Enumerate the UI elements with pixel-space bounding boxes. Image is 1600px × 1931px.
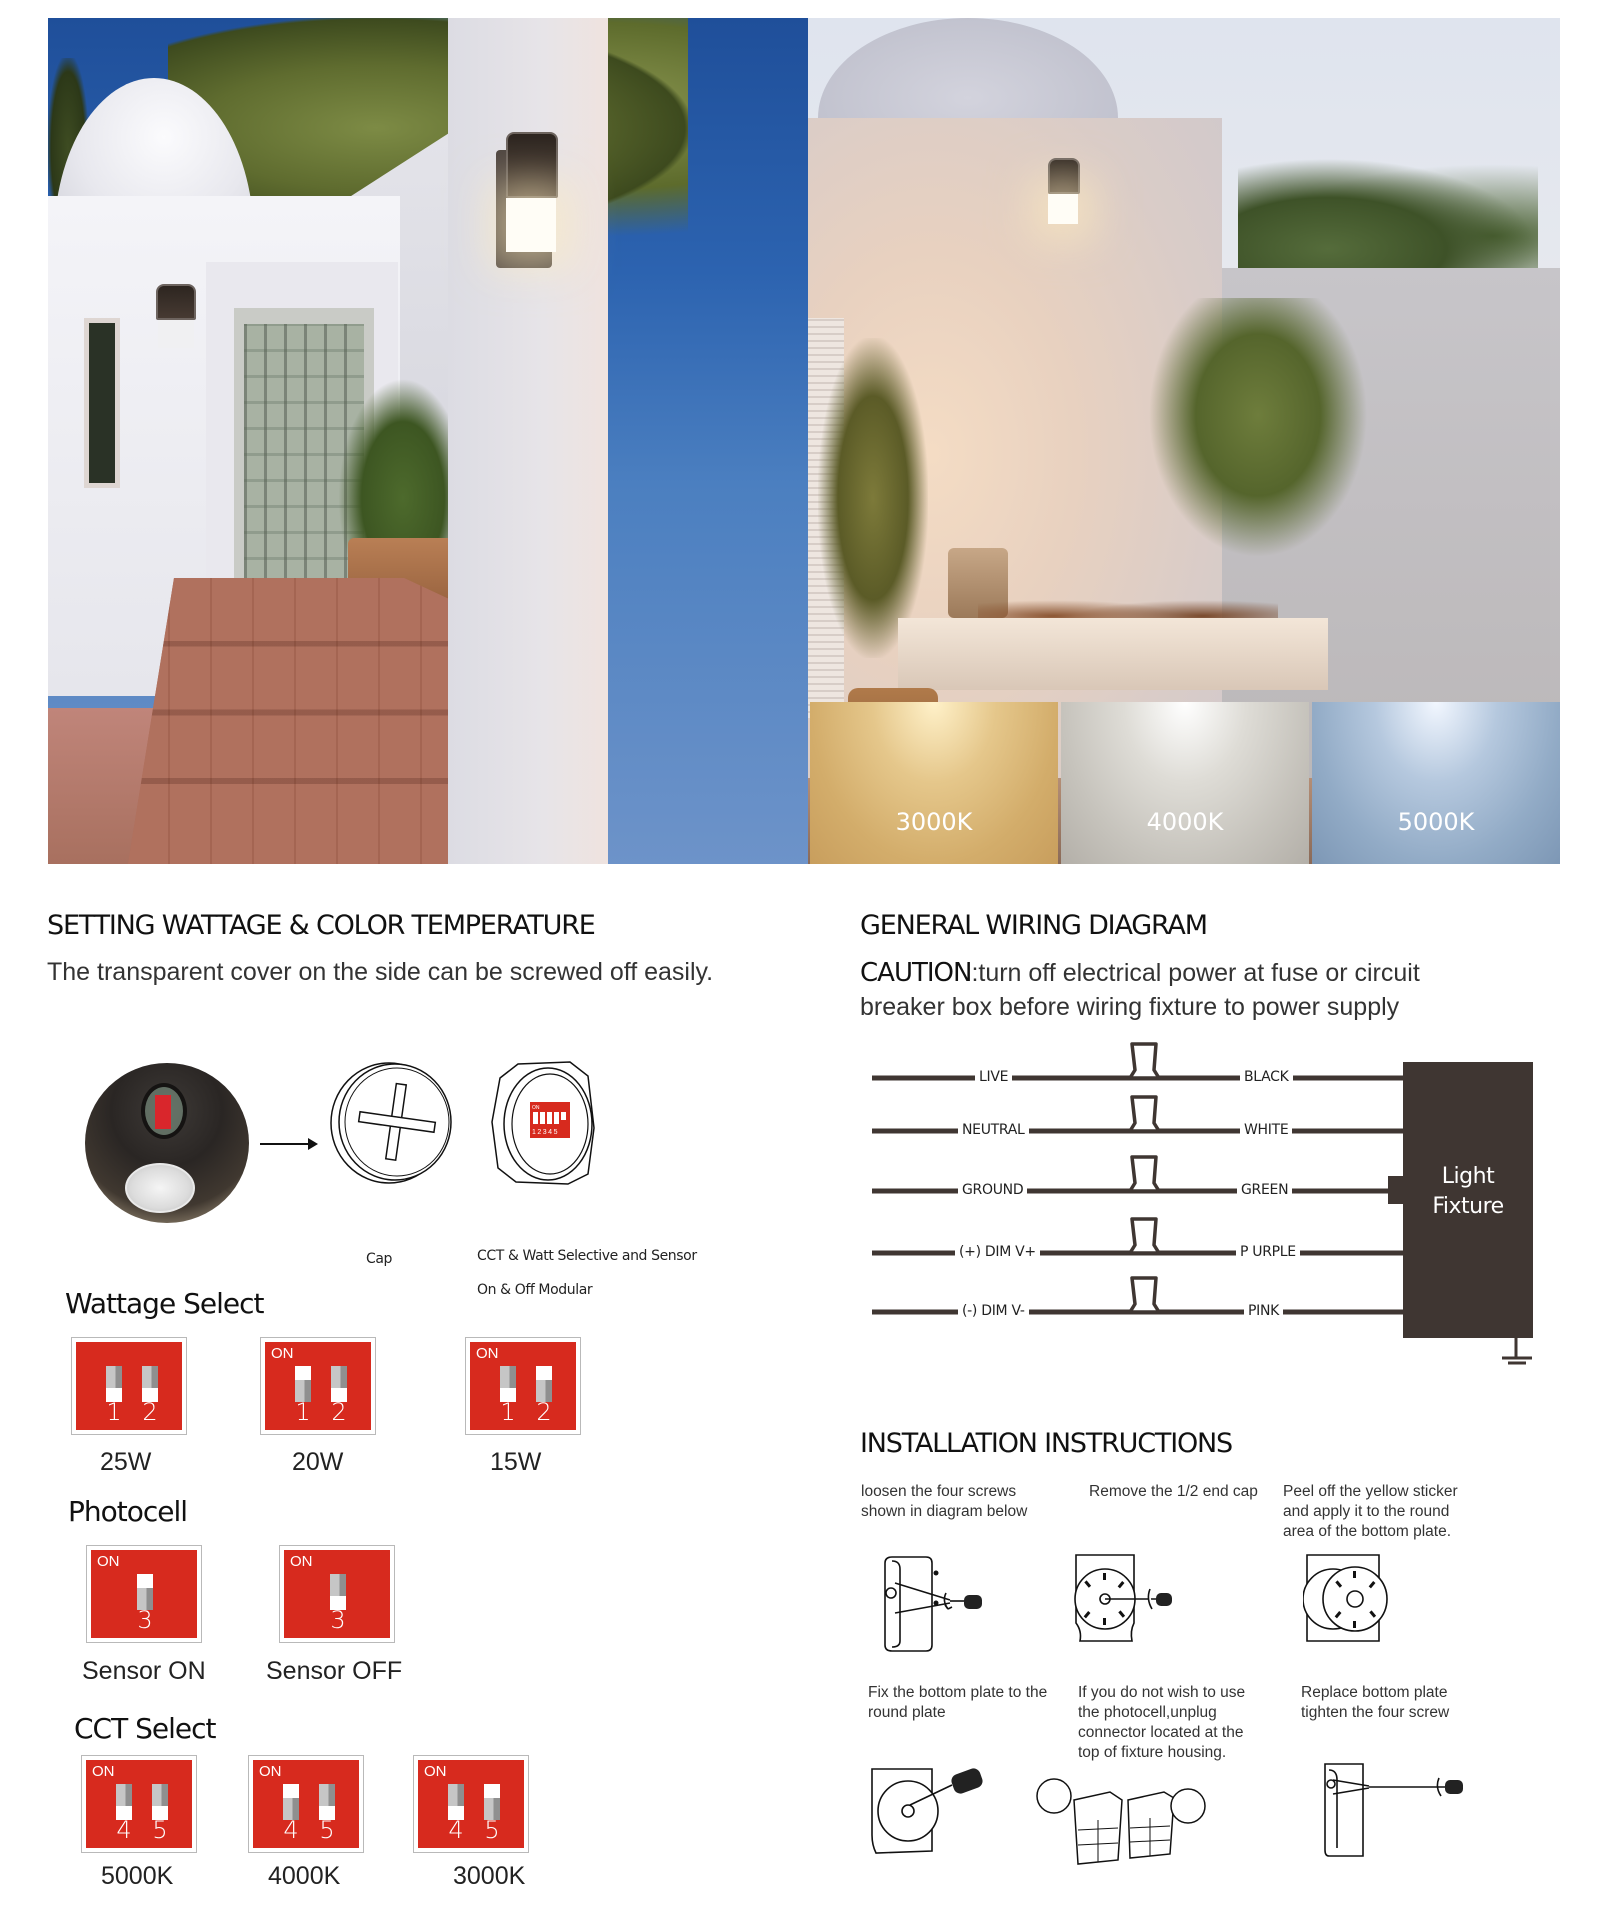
potted-olive-tree bbox=[1148, 298, 1368, 558]
cct-label-3000k: 3000K bbox=[453, 1862, 526, 1890]
fixture-wire-black: BLACK bbox=[1240, 1069, 1293, 1085]
dip-switch-15w bbox=[465, 1337, 581, 1435]
modular-label-line1: CCT & Watt Selective and Sensor bbox=[477, 1248, 697, 1264]
switch-number: 4 bbox=[283, 1816, 299, 1844]
arrow-right-icon bbox=[260, 1143, 316, 1145]
supply-label-live: LIVE bbox=[975, 1069, 1012, 1085]
section-title-installation: INSTALLATION INSTRUCTIONS bbox=[860, 1428, 1232, 1459]
svg-text:12345: 12345 bbox=[532, 1129, 559, 1136]
swatch-4000k bbox=[1061, 702, 1309, 864]
install-step-5-diagram bbox=[1030, 1770, 1250, 1870]
wattage-label-25w: 25W bbox=[100, 1448, 152, 1476]
switch-number: 4 bbox=[448, 1816, 464, 1844]
install-step-2-diagram bbox=[1070, 1553, 1180, 1653]
on-label: ON bbox=[271, 1345, 294, 1362]
supply-label-ground: GROUND bbox=[958, 1182, 1027, 1198]
dome bbox=[818, 18, 1118, 118]
install-step-1-diagram bbox=[880, 1555, 990, 1655]
fixture-wire-white: WHITE bbox=[1240, 1122, 1292, 1138]
light-fixture-label bbox=[1403, 1162, 1533, 1221]
fixture-label-line2: Fixture bbox=[1432, 1193, 1504, 1219]
hero-photo bbox=[48, 18, 1560, 864]
on-label: ON bbox=[97, 1553, 120, 1570]
switch-number: 5 bbox=[484, 1816, 500, 1844]
wattage-select-title: Wattage Select bbox=[65, 1287, 264, 1320]
wiring-diagram bbox=[870, 1040, 1540, 1370]
install-step-1-text: loosen the four screws shown in diagram below bbox=[861, 1483, 1028, 1521]
fixture-label-line1: Light bbox=[1441, 1164, 1495, 1189]
caution-text: :turn off electrical power at fuse or circuit bbox=[971, 959, 1420, 987]
swatch-5000k bbox=[1312, 702, 1560, 864]
window bbox=[84, 318, 120, 488]
scene-daytime bbox=[48, 18, 808, 864]
dip-switch-sensor-on bbox=[86, 1545, 202, 1643]
switch-number: 2 bbox=[142, 1398, 158, 1426]
swatch-3000k bbox=[810, 702, 1058, 864]
transparent-cap bbox=[125, 1163, 195, 1213]
section-title-wiring: GENERAL WIRING DIAGRAM bbox=[860, 910, 1207, 941]
switch-number: 1 bbox=[500, 1398, 516, 1426]
swatch-label: 5000K bbox=[1397, 808, 1475, 836]
wattage-label-20w: 20W bbox=[292, 1448, 344, 1476]
on-label: ON bbox=[290, 1553, 313, 1570]
cap-drawing bbox=[327, 1058, 457, 1188]
switch-4 bbox=[116, 1784, 132, 1820]
switch-5 bbox=[319, 1784, 335, 1820]
dip-switch-5000k bbox=[81, 1755, 197, 1853]
bench-table bbox=[898, 618, 1328, 690]
cover-photo bbox=[85, 1063, 249, 1223]
switch-5 bbox=[152, 1784, 168, 1820]
caution-line2: breaker box before wiring fixture to power supply bbox=[860, 993, 1400, 1021]
svg-text:ON: ON bbox=[532, 1105, 540, 1111]
switch-3 bbox=[330, 1574, 346, 1610]
supply-label-neutral: NEUTRAL bbox=[958, 1122, 1029, 1138]
cap-label: Cap bbox=[366, 1251, 393, 1267]
wall-light-fixture-large bbox=[506, 132, 576, 278]
switch-1 bbox=[106, 1366, 122, 1402]
photocell-title: Photocell bbox=[68, 1495, 188, 1528]
switch-1 bbox=[295, 1366, 311, 1402]
swatch-label: 4000K bbox=[1146, 808, 1224, 836]
fixture-wire-pink: PINK bbox=[1244, 1303, 1283, 1319]
switch-2 bbox=[142, 1366, 158, 1402]
dip-switch-4000k bbox=[248, 1755, 364, 1853]
cct-label-5000k: 5000K bbox=[101, 1862, 174, 1890]
wall-light-fixture bbox=[1048, 158, 1080, 226]
tree bbox=[818, 338, 928, 658]
install-step-6-diagram bbox=[1305, 1760, 1485, 1870]
photocell-label-on: Sensor ON bbox=[82, 1657, 206, 1685]
switch-number: 2 bbox=[331, 1398, 347, 1426]
install-step-5-text: If you do not wish to use the photocell,unplug connector located at the top of fixture housing. bbox=[1078, 1684, 1246, 1762]
supply-label-dim-plus: (+) DIM V+ bbox=[955, 1244, 1040, 1260]
on-label: ON bbox=[92, 1763, 115, 1780]
switch-number: 5 bbox=[152, 1816, 168, 1844]
on-label: ON bbox=[476, 1345, 499, 1362]
section-title-setting: SETTING WATTAGE & COLOR TEMPERATURE bbox=[47, 910, 595, 941]
install-step-6-text: Replace bottom plate tighten the four screw bbox=[1301, 1684, 1450, 1722]
install-step-2-text: Remove the 1/2 end cap bbox=[1089, 1483, 1258, 1500]
install-step-3-text: Peel off the yellow sticker and apply it to the round area of the bottom plate. bbox=[1283, 1483, 1458, 1541]
supply-label-dim-minus: (-) DIM V- bbox=[958, 1303, 1029, 1319]
cct-label-4000k: 4000K bbox=[268, 1862, 341, 1890]
swatch-label: 3000K bbox=[895, 808, 973, 836]
switch-number: 1 bbox=[106, 1398, 122, 1426]
switch-number: 3 bbox=[330, 1606, 346, 1634]
switch-number: 5 bbox=[319, 1816, 335, 1844]
switch-number: 3 bbox=[137, 1606, 153, 1634]
wattage-label-15w: 15W bbox=[490, 1448, 542, 1476]
switch-number: 1 bbox=[295, 1398, 311, 1426]
fixture-wire-green: GREEN bbox=[1237, 1182, 1292, 1198]
caution-label: CAUTION bbox=[860, 958, 972, 988]
fixture-wire-purple: P URPLE bbox=[1236, 1244, 1300, 1260]
modular-drawing bbox=[488, 1058, 600, 1188]
install-step-4-text: Fix the bottom plate to the round plate bbox=[868, 1684, 1048, 1722]
switch-4 bbox=[283, 1784, 299, 1820]
dip-switch-25w bbox=[71, 1337, 187, 1435]
switch-3 bbox=[137, 1574, 153, 1610]
switch-1 bbox=[500, 1366, 516, 1402]
on-label: ON bbox=[424, 1763, 447, 1780]
photocell-label-off: Sensor OFF bbox=[266, 1657, 403, 1685]
switch-5 bbox=[484, 1784, 500, 1820]
cct-select-title: CCT Select bbox=[74, 1712, 216, 1745]
dip-switch-mini bbox=[155, 1095, 171, 1129]
switch-2 bbox=[331, 1366, 347, 1402]
dip-switch-3000k bbox=[413, 1755, 529, 1853]
switch-number: 4 bbox=[116, 1816, 132, 1844]
wall-light-fixture-small bbox=[156, 284, 196, 356]
install-step-4-diagram bbox=[868, 1765, 998, 1865]
modular-label-line2: On & Off Modular bbox=[477, 1282, 593, 1298]
setting-subtitle: The transparent cover on the side can be screwed off easily. bbox=[47, 958, 714, 986]
caution-line1 bbox=[860, 958, 1420, 988]
fixture-ground-tab bbox=[1388, 1176, 1404, 1204]
dip-switch-20w bbox=[260, 1337, 376, 1435]
color-temperature-swatches bbox=[810, 702, 1560, 864]
switch-4 bbox=[448, 1784, 464, 1820]
switch-2 bbox=[536, 1366, 552, 1402]
install-step-3-diagram bbox=[1303, 1553, 1403, 1653]
dip-switch-sensor-off bbox=[279, 1545, 395, 1643]
on-label: ON bbox=[259, 1763, 282, 1780]
switch-number: 2 bbox=[536, 1398, 552, 1426]
